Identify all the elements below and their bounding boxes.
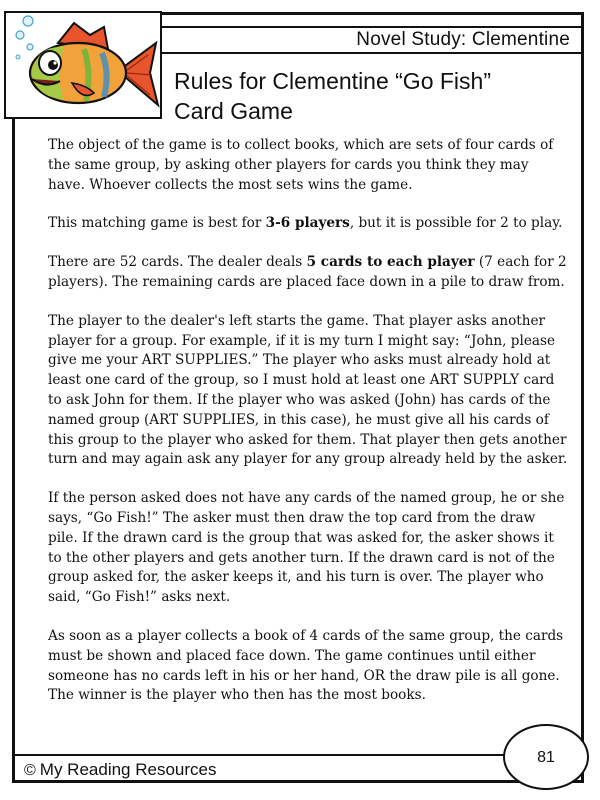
page-number-badge — [503, 724, 589, 790]
rules-paragraph-4: The player to the dealer's left starts the game. That player asks another player for a group. For example, if it is my turn I might say: “John, please give me your ART SUPPLIES.” The player who asks must already hold at least one card of the group, so I must hold at least one ART SUPPLY card to ask John for them. If the player who was asked (John) has cards of the named group (ART SUPPLIES, in this case), he must give all his cards of this group to the player who asked for them. That player then gets another turn and may again ask any player for any group already held by the asker. — [48, 312, 568, 468]
footer-divider — [12, 754, 584, 756]
rules-paragraph-1: The object of the game is to collect books, which are sets of four cards of the same group, by asking other players for cards you think they may have. Whoever collects the most sets wins the game. — [48, 137, 554, 193]
study-label: Novel Study: Clementine — [356, 29, 570, 50]
copyright — [24, 760, 217, 780]
fish-with-bubbles-icon — [6, 13, 162, 119]
title-line-1: Rules for Clementine “Go Fish” — [174, 68, 491, 94]
rules-paragraph-2 — [48, 214, 568, 234]
rules-paragraph-5: If the person asked does not have any cards of the named group, he or she says, “Go Fish!” The asker must then draw the top card from the draw pile. If the drawn card is the group that was asked for, the asker shows it to the other players and gets another turn. If the drawn card is not of the group asked for, the asker keeps it, and his turn is over. The player who said, “Go Fish!” asks next. — [48, 490, 565, 606]
p3-text-end: (7 each for 2 players). The remaining cards are placed face down in a pile to draw from. — [48, 254, 567, 290]
rules-paragraph-3 — [48, 253, 568, 293]
copyright-icon: © — [24, 762, 36, 779]
p2-emphasis: 3-6 players — [265, 215, 350, 232]
rules-body — [48, 136, 568, 725]
page-title — [174, 66, 574, 126]
copyright-text: My Reading Resources — [39, 760, 217, 779]
p2-text-end: , but it is possible for 2 to play. — [349, 215, 563, 232]
rules-paragraph-6: As soon as a player collects a book of 4 cards of the same group, the cards must be shown and placed face down. The game continues until either someone has no cards left in his or her hand, OR the draw pile is all gone. The winner is the player who then has the most books. — [48, 627, 564, 704]
title-line-2: Card Game — [174, 98, 293, 124]
fish-logo — [4, 11, 162, 119]
p3-text-start: There are 52 cards. The dealer deals — [48, 254, 307, 271]
p3-emphasis: 5 cards to each player — [306, 254, 475, 271]
page-number: 81 — [537, 749, 555, 766]
p2-text-start: This matching game is best for — [48, 215, 266, 232]
study-banner — [162, 26, 584, 54]
